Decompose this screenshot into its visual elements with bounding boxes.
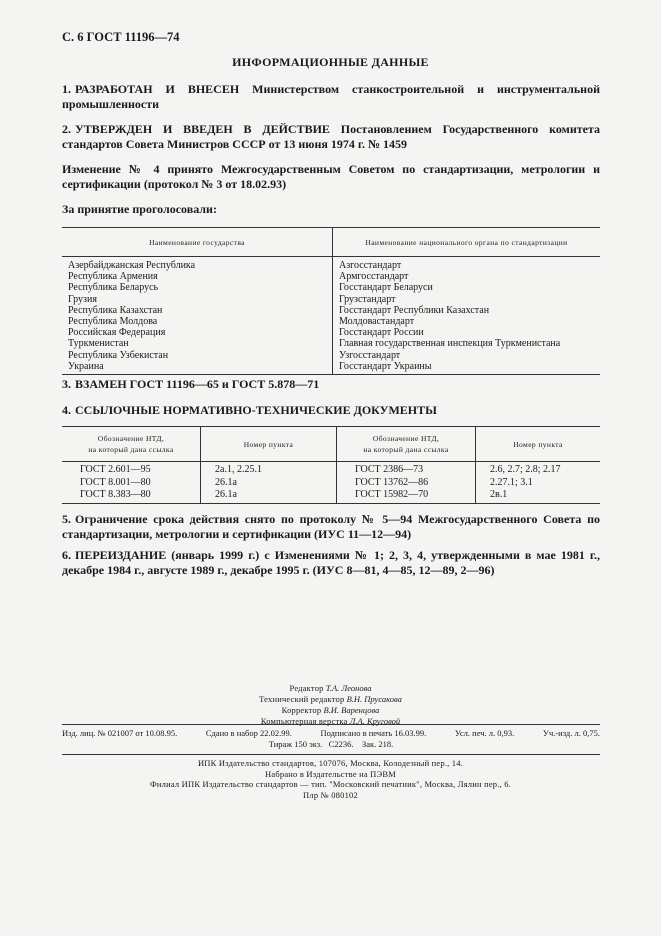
state-cell: Республика Узбекистан <box>62 350 333 361</box>
table-row <box>62 477 600 490</box>
point-cell: 2а.1, 2.25.1 <box>201 462 337 477</box>
table-row <box>62 338 600 349</box>
change-note: Изменение № 4 принято Межгосударственным Советом по стандартизации, метрологии и сертификации (протокол № 3 от 18.02.93) <box>62 162 600 191</box>
item-text: УТВЕРЖДЕН И ВВЕДЕН В ДЕЙСТВИЕ Постановлением Государственного комитета стандартов Совета Министров СССР от 13 июня 1974 г. № 1459 <box>62 122 600 151</box>
credit-role: Корректор <box>281 705 322 715</box>
body-cell: Азгосстандарт <box>339 260 402 271</box>
imprint-signed: Подписано в печать 16.03.99. <box>320 728 427 738</box>
refs-header-ntd <box>62 427 201 462</box>
item-number: 3. <box>62 377 71 391</box>
item-2 <box>62 122 600 152</box>
state-cell: Азербайджанская Республика <box>62 257 333 272</box>
refs-header-point: Номер пункта <box>476 427 601 462</box>
credit-line <box>0 705 661 716</box>
state-cell: Республика Армения <box>62 271 333 282</box>
table-row <box>62 257 600 272</box>
ntd-cell: ГОСТ 8.383—80 <box>62 489 201 503</box>
ntd-cell: ГОСТ 15982—70 <box>337 489 476 503</box>
state-cell: Республика Беларусь <box>62 282 333 293</box>
body-cell: Госстандарт Украины <box>333 361 601 375</box>
credit-name: В.И. Варенцова <box>323 705 380 715</box>
publisher-line: ИПК Издательство стандартов, 107076, Москва, Колодезный пер., 14. <box>197 758 464 768</box>
page-header: С. 6 ГОСТ 11196—74 <box>62 30 180 44</box>
credit-line <box>0 716 661 727</box>
ntd-cell: ГОСТ 2386—73 <box>337 462 476 477</box>
item-4 <box>62 403 600 418</box>
credit-role: Технический редактор <box>259 694 345 704</box>
document-title: ИНФОРМАЦИОННЫЕ ДАННЫЕ <box>232 55 429 69</box>
state-cell: Грузия <box>62 294 333 305</box>
imprint-pages: Усл. печ. л. 0,93. <box>454 728 515 738</box>
imprint-license: Изд. лиц. № 021007 от 10.08.95. <box>62 728 178 738</box>
point-cell: 2в.1 <box>476 489 601 503</box>
imprint-rule-top <box>62 724 600 725</box>
body-cell: Молдовастандарт <box>339 316 415 328</box>
state-cell: Украина <box>62 361 333 375</box>
refs-header-point: Номер пункта <box>201 427 337 462</box>
table-row <box>62 489 600 503</box>
item-3 <box>62 377 600 392</box>
states-header-country: Наименование государства <box>62 228 333 257</box>
credit-name: Л.А. Круговой <box>349 716 401 726</box>
ntd-cell: ГОСТ 13762—86 <box>337 477 476 490</box>
ntd-cell: ГОСТ 8.001—80 <box>62 477 201 490</box>
item-text: РАЗРАБОТАН И ВНЕСЕН Министерством станкостроительной и инструментальной промышленности <box>62 82 600 111</box>
body-cell: Госстандарт Беларуси <box>339 282 433 294</box>
header-line: на который дана ссылка <box>363 445 449 454</box>
table-row <box>62 327 600 338</box>
item-number: 4. <box>62 403 71 417</box>
item-6 <box>62 548 600 578</box>
item-text: ПЕРЕИЗДАНИЕ (январь 1999 г.) с Изменениями № 1; 2, 3, 4, утвержденными в мае 1981 г., декабре 1984 г., августе 1989 г., декабре 1995 г. (ИУС 8—81, 4—85, 12—89, 2—96) <box>62 548 600 577</box>
table-row <box>62 271 600 282</box>
credit-line <box>0 694 661 705</box>
body-cell: Главная государственная инспекция Туркменистана <box>339 338 561 350</box>
header-line: Обозначение НТД, <box>97 434 165 443</box>
state-cell: Российская Федерация <box>62 327 333 338</box>
table-row <box>62 294 600 305</box>
table-row <box>62 282 600 293</box>
credit-line <box>0 683 661 694</box>
table-row <box>62 316 600 327</box>
body-cell: Армгосстандарт <box>339 271 409 283</box>
body-cell: Госстандарт России <box>339 327 424 339</box>
point-cell: 26.1а <box>201 489 337 503</box>
ntd-cell: ГОСТ 2.601—95 <box>62 462 201 477</box>
imprint-row <box>62 728 600 739</box>
imprint-block <box>62 728 600 750</box>
body-cell: Узгосстандарт <box>339 349 401 361</box>
item-5 <box>62 512 600 542</box>
item-1 <box>62 82 600 112</box>
voted-heading: За принятие проголосовали: <box>62 202 217 216</box>
point-cell: 2.27.1; 3.1 <box>490 476 533 488</box>
imprint-order2: Зак. 218. <box>361 739 394 749</box>
state-cell: Республика Казахстан <box>62 305 333 316</box>
item-number: 2. <box>62 122 71 136</box>
refs-header-ntd <box>337 427 476 462</box>
imprint-circulation: Тираж 150 экз. <box>268 739 323 749</box>
table-row <box>62 305 600 316</box>
table-row <box>62 350 600 361</box>
imprint-edition-pages: Уч.-изд. л. 0,75. <box>542 728 600 738</box>
imprint-order1: С2236. <box>328 739 354 749</box>
header-line: на который дана ссылка <box>88 445 174 454</box>
header-line: Обозначение НТД, <box>372 434 440 443</box>
state-cell: Республика Молдова <box>62 316 333 327</box>
item-number: 5. <box>62 512 71 526</box>
table-row <box>62 462 600 477</box>
item-number: 6. <box>62 548 71 562</box>
credit-role: Редактор <box>289 683 324 693</box>
imprint-submitted: Сдано в набор 22.02.99. <box>205 728 292 738</box>
item-number: 1. <box>62 82 71 96</box>
state-cell: Туркменистан <box>62 338 333 349</box>
item-text: Ограничение срока действия снято по протоколу № 5—94 Межгосударственного Совета по стандартизации, метрологии и сертификации (ИУС 11—12—94) <box>62 512 600 541</box>
publisher-line: Филиал ИПК Издательство стандартов — тип. "Московский печатник", Москва, Лялин пер., 6. <box>150 779 511 789</box>
body-cell: Грузстандарт <box>339 293 396 305</box>
credit-role: Компьютерная верстка <box>260 716 348 726</box>
credit-name: В.Н. Прусакова <box>346 694 402 704</box>
states-header-body: Наименование национального органа по стандартизации <box>333 228 601 257</box>
publisher-block <box>0 758 661 800</box>
states-table <box>62 227 600 375</box>
credit-name: Т.А. Леонова <box>325 683 372 693</box>
references-table <box>62 426 600 504</box>
item-text: ССЫЛОЧНЫЕ НОРМАТИВНО-ТЕХНИЧЕСКИЕ ДОКУМЕНТЫ <box>75 403 437 417</box>
body-cell: Госстандарт Республики Казахстан <box>339 304 490 316</box>
publisher-line: Плр № 080102 <box>303 789 358 800</box>
publisher-line: Набрано в Издательстве на ПЭВМ <box>265 768 396 779</box>
point-cell: 26.1а <box>201 477 337 490</box>
imprint-row <box>62 739 600 750</box>
point-cell: 2.6, 2.7; 2.8; 2.17 <box>490 464 561 475</box>
credits-block <box>0 683 661 727</box>
table-row <box>62 361 600 375</box>
imprint-rule-bottom <box>62 754 600 755</box>
item-text: ВЗАМЕН ГОСТ 11196—65 и ГОСТ 5.878—71 <box>75 377 320 391</box>
